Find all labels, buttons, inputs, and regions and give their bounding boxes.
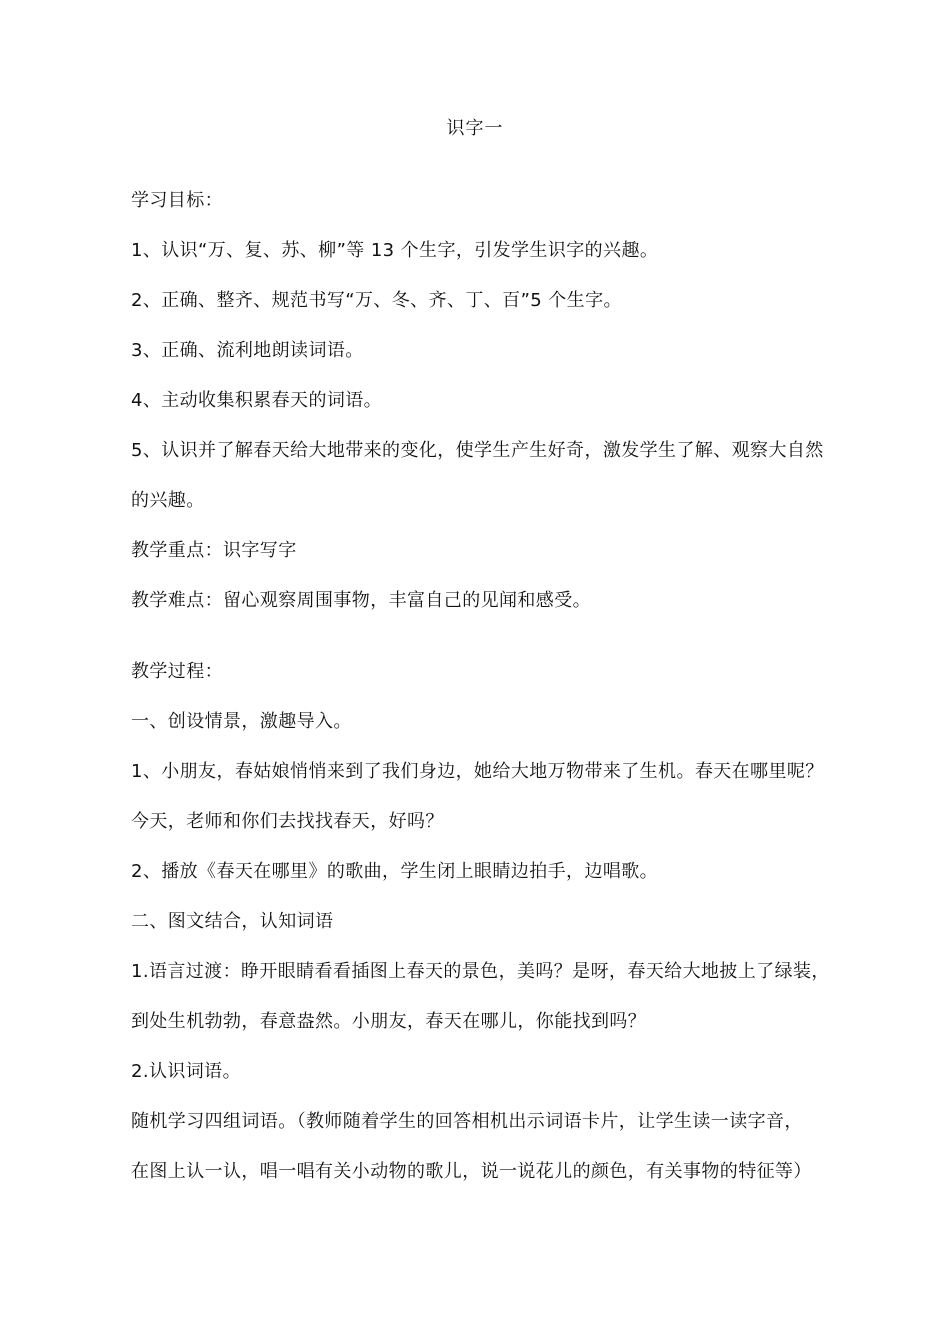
section-1-item-2: 2、播放《春天在哪里》的歌曲，学生闭上眼睛边拍手，边唱歌。 bbox=[131, 861, 659, 882]
goal-item-5-continued: 的兴趣。 bbox=[131, 490, 205, 511]
goal-item-5: 5、认识并了解春天给大地带来的变化，使学生产生好奇，激发学生了解、观察大自然 bbox=[131, 440, 824, 461]
section-2-heading: 二、图文结合，认知词语 bbox=[131, 911, 334, 932]
section-2-paragraph-continued: 在图上认一认，唱一唱有关小动物的歌儿，说一说花儿的颜色，有关事物的特征等） bbox=[131, 1161, 812, 1182]
goal-item-4: 4、主动收集积累春天的词语。 bbox=[131, 390, 383, 411]
section-2-item-2: 2.认识词语。 bbox=[131, 1061, 241, 1082]
teaching-difficulty: 教学难点：留心观察周围事物，丰富自己的见闻和感受。 bbox=[131, 590, 591, 611]
goal-item-2: 2、正确、整齐、规范书写“万、冬、齐、丁、百”5 个生字。 bbox=[131, 290, 622, 311]
section-2-item-1: 1.语言过渡：睁开眼睛看看插图上春天的景色，美吗？是呀，春天给大地披上了绿装， bbox=[131, 961, 830, 982]
teaching-key-point: 教学重点：识字写字 bbox=[131, 540, 297, 561]
goal-item-3: 3、正确、流利地朗读词语。 bbox=[131, 340, 364, 361]
document-title: 识字一 bbox=[446, 118, 504, 139]
section-1-item-1: 1、小朋友，春姑娘悄悄来到了我们身边，她给大地万物带来了生机。春天在哪里呢？ bbox=[131, 761, 824, 782]
heading-teaching-process: 教学过程： bbox=[131, 661, 223, 682]
goal-item-1: 1、认识“万、复、苏、柳”等 13 个生字，引发学生识字的兴趣。 bbox=[131, 240, 659, 261]
section-2-paragraph: 随机学习四组词语。（教师随着学生的回答相机出示词语卡片，让学生读一读字音， bbox=[131, 1111, 803, 1132]
section-2-item-1-continued: 到处生机勃勃，春意盎然。小朋友，春天在哪儿，你能找到吗？ bbox=[131, 1011, 647, 1032]
heading-learning-goals: 学习目标： bbox=[131, 190, 223, 211]
section-1-heading: 一、创设情景，激趣导入。 bbox=[131, 711, 352, 732]
section-1-item-1-continued: 今天，老师和你们去找找春天，好吗？ bbox=[131, 811, 444, 832]
